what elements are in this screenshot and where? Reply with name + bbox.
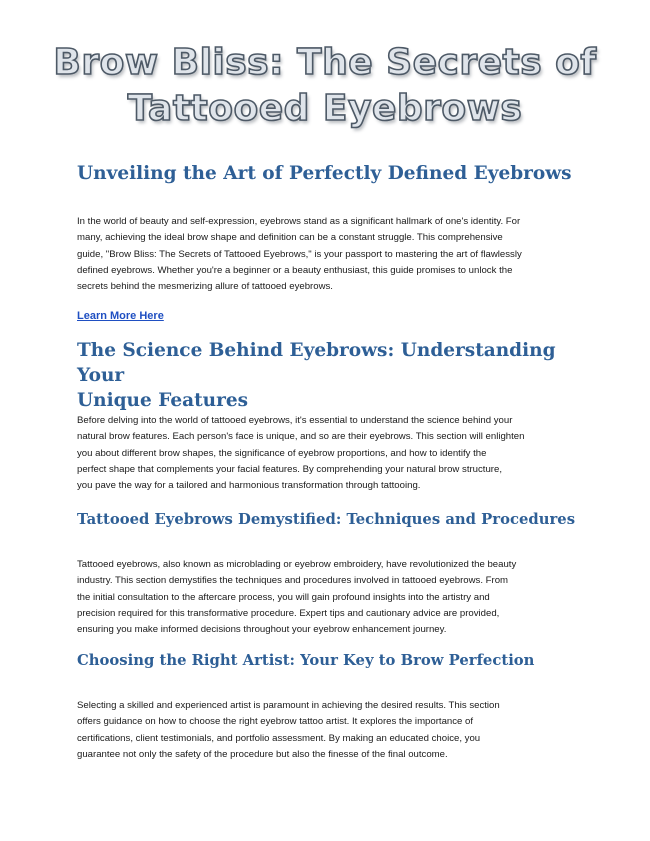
section-paragraph-techniques: [77, 557, 577, 638]
paragraph-line: industry. This section demystifies the techniques and procedures involved in tattooed eyebrows. From: [77, 575, 509, 587]
paragraph-line: Tattooed eyebrows, also known as microblading or eyebrow embroidery, have revolutionized the beauty: [77, 559, 517, 570]
section-heading-science-line-1: The Science Behind Eyebrows: Understanding Your: [77, 340, 556, 386]
paragraph-line: Before delving into the world of tattooed eyebrows, it's essential to understand the science behind your: [77, 415, 513, 426]
section-heading-choosing-artist: Choosing the Right Artist: Your Key to Brow Perfection: [77, 652, 535, 669]
paragraph-line: certifications, client testimonials, and portfolio assessment. By making an educated choice, you: [77, 732, 481, 744]
learn-more-link[interactable]: Learn More Here: [77, 310, 164, 322]
section-heading-science: [77, 338, 577, 413]
section-paragraph-science: [77, 413, 577, 494]
paragraph-line: the initial consultation to the aftercare process, you will gain profound insights into the artistry and: [77, 591, 490, 603]
paragraph-line: guide, "Brow Bliss: The Secrets of Tattooed Eyebrows," is your passport to mastering the art of flawlessly: [77, 248, 522, 260]
paragraph-line: precision required for this transformative procedure. Expert tips and cautionary advice are provided,: [77, 607, 500, 619]
paragraph-line: perfect shape that complements your facial features. By comprehending your natural brow structure,: [77, 463, 503, 475]
paragraph-line: natural brow features. Each person's face is unique, and so are their eyebrows. This section will enlighten: [77, 431, 525, 443]
section-heading-unveiling: Unveiling the Art of Perfectly Defined Eyebrows: [77, 163, 572, 184]
paragraph-line: ensuring you make informed decisions throughout your eyebrow enhancement journey.: [77, 624, 447, 636]
paragraph-line: offers guidance on how to choose the right eyebrow tattoo artist. It explores the importance of: [77, 716, 474, 728]
paragraph-line: you about different brow shapes, the significance of eyebrow proportions, and how to identify the: [77, 447, 487, 459]
paragraph-line: many, achieving the ideal brow shape and definition can be a constant struggle. This comprehensive: [77, 232, 503, 244]
section-paragraph-choosing-artist: [77, 698, 577, 763]
paragraph-line: defined eyebrows. Whether you're a beginner or a beauty enthusiast, this guide promises to unlock the: [77, 264, 513, 276]
section-paragraph-unveiling: [77, 214, 577, 295]
section-heading-science-line-2: Unique Features: [77, 390, 249, 411]
section-heading-techniques: Tattooed Eyebrows Demystified: Techniques and Procedures: [77, 511, 576, 528]
document-title: [40, 40, 610, 132]
document-title-line-2: Tattooed Eyebrows: [127, 88, 523, 129]
paragraph-line: you pave the way for a tailored and harmonious transformation through tattooing.: [77, 480, 421, 492]
paragraph-line: secrets behind the mesmerizing allure of tattooed eyebrows.: [77, 281, 333, 293]
paragraph-line: guarantee not only the safety of the procedure but also the finesse of the final outcome.: [77, 748, 448, 760]
paragraph-line: Selecting a skilled and experienced artist is paramount in achieving the desired results. This section: [77, 700, 500, 711]
document-title-line-1: Brow Bliss: The Secrets of: [53, 42, 597, 83]
paragraph-line: In the world of beauty and self-expression, eyebrows stand as a significant hallmark of one's identity. For: [77, 216, 521, 227]
